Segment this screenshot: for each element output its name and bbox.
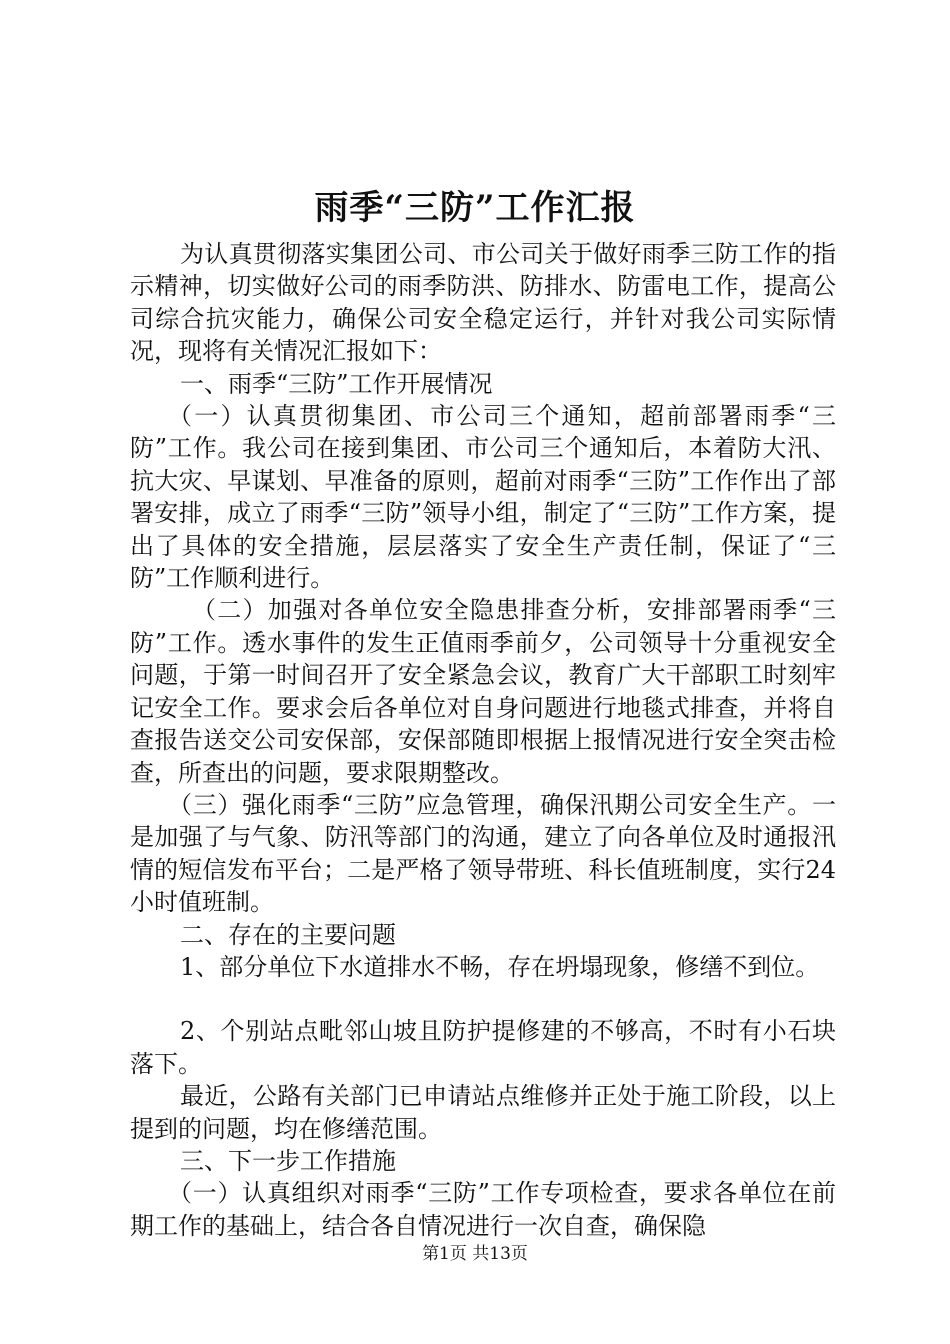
problem-item-2: 2、个别站点毗邻山坡且防护提修建的不够高，不时有小石块落下。 [130, 1017, 836, 1078]
paragraph-item-1-2: （二）加强对各单位安全隐患排查分析，安排部署雨季“三防”工作。透水事件的发生正值雨季前夕，公司领导十分重视安全问题，于第一时间召开了安全紧急会议，教育广大干部职工时刻牢记安全工作。要求会后各单位对自身问题进行地毯式排查，并将自查报告送交公司安保部，安保部随即根据上报情况进行安全突击检查，所查出的问题，要求限期整改。 [130, 596, 836, 787]
document-body [130, 238, 836, 1242]
section-heading-1: 一、雨季“三防”工作开展情况 [180, 369, 493, 398]
paragraph-item-1-3: （三）强化雨季“三防”应急管理，确保汛期公司安全生产。一是加强了与气象、防汛等部门的沟通，建立了向各单位及时通报汛情的短信发布平台；二是严格了领导带班、科长值班制度，实行24小时值班制。 [130, 790, 836, 917]
paragraph-recent: 最近，公路有关部门已申请站点维修并正处于施工阶段，以上提到的问题，均在修缮范围。 [130, 1082, 836, 1143]
page-footer: 第1页 共13页 [422, 1244, 528, 1264]
document-title: 雨季“三防”工作汇报 [314, 188, 636, 228]
paragraph-intro: 为认真贯彻落实集团公司、市公司关于做好雨季三防工作的指示精神，切实做好公司的雨季防洪、防排水、防雷电工作，提高公司综合抗灾能力，确保公司安全稳定运行，并针对我公司实际情况，现将有关情况汇报如下： [130, 240, 836, 366]
section-heading-3: 三、下一步工作措施 [180, 1146, 396, 1175]
paragraph-item-1-1: （一）认真贯彻集团、市公司三个通知，超前部署雨季“三防”工作。我公司在接到集团、市公司三个通知后，本着防大汛、抗大灾、早谋划、早准备的原则，超前对雨季“三防”工作作出了部署安排，成立了雨季“三防”领导小组，制定了“三防”工作方案，提出了具体的安全措施，层层落实了安全生产责任制，保证了“三防”工作顺利进行。 [130, 402, 836, 593]
paragraph-item-3-1: （一）认真组织对雨季“三防”工作专项检查，要求各单位在前期工作的基础上，结合各自情况进行一次自查，确保隐 [130, 1179, 836, 1240]
section-heading-2: 二、存在的主要问题 [180, 920, 396, 949]
paragraph-gap [130, 983, 836, 1015]
problem-item-1: 1、部分单位下水道排水不畅，存在坍塌现象，修缮不到位。 [180, 952, 820, 981]
